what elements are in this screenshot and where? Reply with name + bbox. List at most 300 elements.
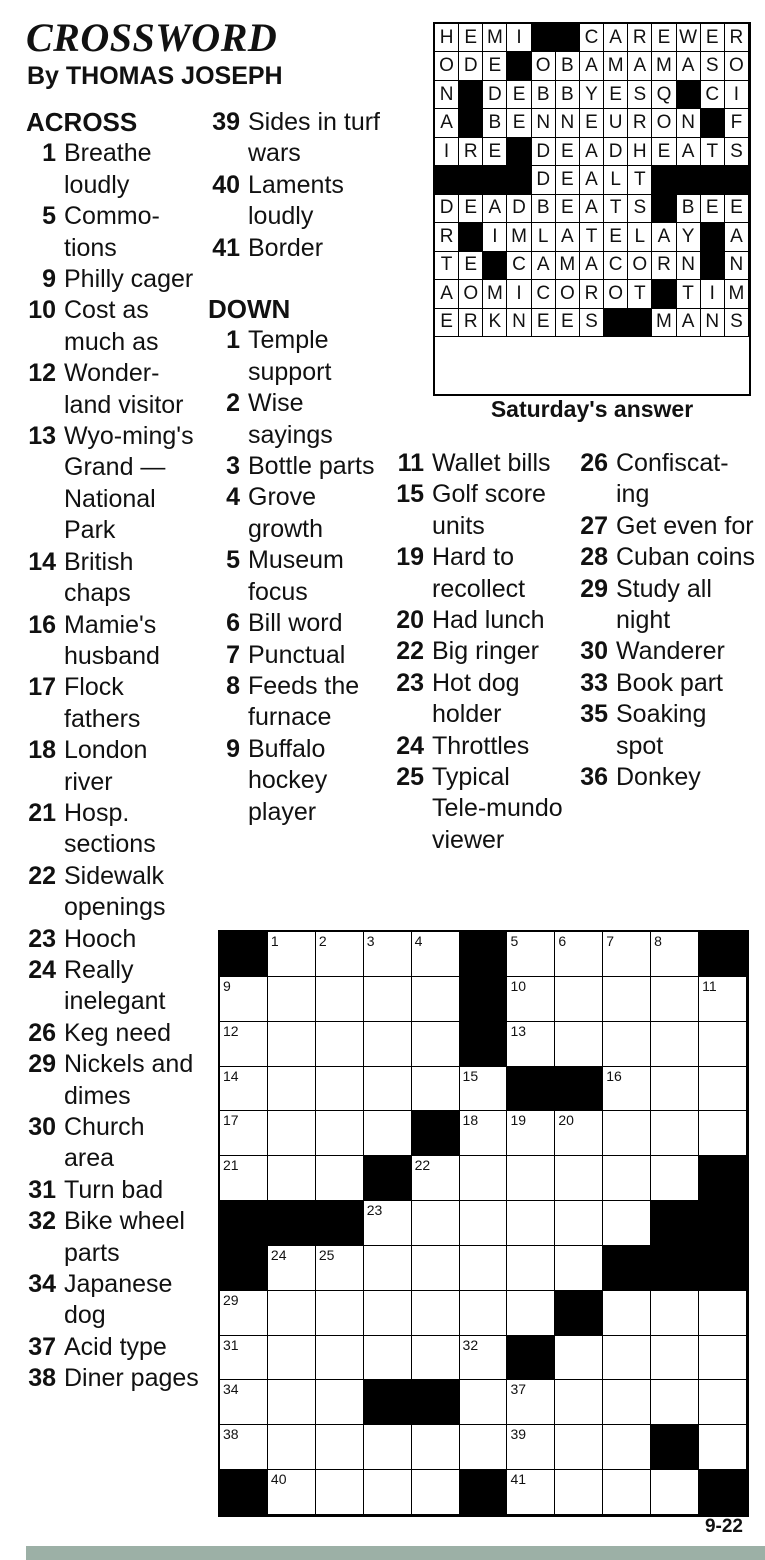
down-clue-30 <box>576 636 756 667</box>
clue-number: 18 <box>28 736 56 765</box>
answer-black-square <box>701 166 725 194</box>
cell-number: 9 <box>223 977 231 994</box>
answer-black-square <box>725 166 749 194</box>
down-clue-2 <box>208 388 383 451</box>
clue-number: 15 <box>396 480 424 509</box>
grid-cell[interactable] <box>460 1156 508 1201</box>
cell-number: 31 <box>223 1336 239 1353</box>
grid-cell[interactable] <box>460 1067 508 1112</box>
answer-cell: E <box>701 195 725 223</box>
answer-cell: E <box>435 309 459 337</box>
black-square <box>220 1470 268 1515</box>
grid-cell[interactable] <box>460 1425 508 1470</box>
black-square <box>220 932 268 977</box>
grid-cell[interactable] <box>699 1111 747 1156</box>
across-clue-14 <box>26 547 201 610</box>
answer-cell: I <box>435 138 459 166</box>
answer-cell: B <box>677 195 701 223</box>
cell-number: 29 <box>223 1291 239 1308</box>
grid-cell[interactable] <box>603 1156 651 1201</box>
black-square <box>364 1156 412 1201</box>
clue-text: Turn bad <box>64 1175 164 1204</box>
answer-cell: D <box>532 138 556 166</box>
across-clue-40 <box>208 170 383 233</box>
grid-cell[interactable] <box>460 1111 508 1156</box>
grid-cell[interactable] <box>316 1067 364 1112</box>
footer-bar <box>26 1546 765 1560</box>
answer-cell: E <box>701 24 725 52</box>
answer-cell: A <box>435 109 459 137</box>
black-square <box>460 1022 508 1067</box>
grid-cell[interactable] <box>268 932 316 977</box>
answer-cell: E <box>532 309 556 337</box>
grid-cell[interactable] <box>603 1111 651 1156</box>
clue-text: Really inelegant <box>64 955 166 1016</box>
clue-text: Soaking spot <box>616 700 707 760</box>
grid-cell[interactable] <box>460 1291 508 1336</box>
grid-cell[interactable] <box>507 977 555 1022</box>
clue-text: Hard to recollect <box>432 543 526 603</box>
grid-cell[interactable] <box>268 1246 316 1291</box>
grid-cell[interactable] <box>651 1336 699 1381</box>
across-clue-26 <box>26 1018 201 1049</box>
black-square <box>460 932 508 977</box>
clue-number: 3 <box>226 452 240 481</box>
grid-cell[interactable] <box>555 932 603 977</box>
grid-cell[interactable] <box>316 977 364 1022</box>
grid-cell[interactable] <box>507 1022 555 1067</box>
grid-cell[interactable] <box>555 1425 603 1470</box>
grid-cell[interactable] <box>364 1291 412 1336</box>
grid-cell[interactable] <box>507 932 555 977</box>
answer-cell: S <box>725 309 749 337</box>
grid-cell[interactable] <box>603 1380 651 1425</box>
across-clue-1 <box>26 138 201 201</box>
grid-cell[interactable] <box>507 1111 555 1156</box>
grid-cell[interactable] <box>603 1201 651 1246</box>
down-clue-6 <box>208 608 383 639</box>
black-square <box>603 1246 651 1291</box>
grid-cell[interactable] <box>555 1156 603 1201</box>
grid-cell[interactable] <box>603 977 651 1022</box>
answer-cell: A <box>556 223 580 251</box>
grid-cell[interactable] <box>555 977 603 1022</box>
answer-cell: O <box>435 52 459 80</box>
grid-cell[interactable] <box>412 1291 460 1336</box>
answer-black-square <box>701 223 725 251</box>
clue-text: Keg need <box>64 1018 172 1047</box>
clue-number: 1 <box>42 139 56 168</box>
cell-number: 2 <box>318 933 327 949</box>
clue-text: Golf score units <box>432 480 546 540</box>
down-clue-25 <box>392 762 567 856</box>
date-code: 9-22 <box>704 1516 743 1537</box>
cell-number: 7 <box>606 933 615 949</box>
answer-cell: E <box>556 309 580 337</box>
grid-cell[interactable] <box>555 1470 603 1515</box>
grid-cell[interactable] <box>364 932 412 977</box>
black-square <box>699 1156 747 1201</box>
black-square <box>651 1201 699 1246</box>
cell-number: 12 <box>223 1022 239 1039</box>
answer-cell: O <box>604 280 628 308</box>
grid-cell[interactable] <box>699 1067 747 1112</box>
grid-cell[interactable] <box>651 1022 699 1067</box>
answer-black-square <box>628 309 652 337</box>
answer-cell: R <box>580 280 604 308</box>
down-clue-11 <box>392 448 567 479</box>
cell-number: 38 <box>223 1426 239 1443</box>
cell-number: 8 <box>654 933 662 949</box>
grid-cell[interactable] <box>412 1425 460 1470</box>
previous-answer-grid <box>433 22 751 396</box>
down-clue-24 <box>392 731 567 762</box>
answer-cell: B <box>532 195 556 223</box>
grid-cell[interactable] <box>651 1111 699 1156</box>
answer-cell: E <box>507 81 531 109</box>
clue-number: 1 <box>226 326 240 355</box>
grid-cell[interactable] <box>651 932 699 977</box>
grid-cell[interactable] <box>507 1470 555 1515</box>
black-square <box>699 1246 747 1291</box>
down-clue-35 <box>576 699 756 762</box>
cell-number: 11 <box>702 977 717 994</box>
cell-number: 19 <box>510 1112 527 1129</box>
grid-cell[interactable] <box>316 1470 364 1515</box>
black-square <box>220 1201 268 1246</box>
answer-black-square <box>677 81 701 109</box>
grid-cell[interactable] <box>699 1336 747 1381</box>
grid-cell[interactable] <box>220 1425 268 1470</box>
answer-cell: A <box>725 223 749 251</box>
clue-text: Typical Tele-mundo viewer <box>432 763 563 854</box>
down-clue-1 <box>208 325 383 388</box>
grid-cell[interactable] <box>220 977 268 1022</box>
answer-cell: M <box>483 280 507 308</box>
clue-text: Feeds the furnace <box>248 671 360 732</box>
across-clue-31 <box>26 1175 201 1206</box>
answer-cell: E <box>604 223 628 251</box>
grid-cell[interactable] <box>316 1425 364 1470</box>
answer-cell: E <box>604 81 628 109</box>
clue-number: 23 <box>396 668 424 697</box>
grid-cell[interactable] <box>651 1291 699 1336</box>
answer-cell: I <box>507 24 531 52</box>
answer-cell: M <box>652 52 676 80</box>
grid-cell[interactable] <box>268 1156 316 1201</box>
grid-cell[interactable] <box>555 1201 603 1246</box>
grid-cell[interactable] <box>507 1425 555 1470</box>
clue-text: Cuban coins <box>616 543 755 572</box>
grid-cell[interactable] <box>268 1336 316 1381</box>
answer-cell: T <box>701 138 725 166</box>
answer-cell: C <box>701 81 725 109</box>
grid-cell[interactable] <box>603 1470 651 1515</box>
black-square <box>220 1246 268 1291</box>
grid-cell[interactable] <box>603 932 651 977</box>
grid-cell[interactable] <box>220 1067 268 1112</box>
clue-text: Bike wheel parts <box>64 1207 185 1267</box>
clue-text: Temple support <box>248 326 332 386</box>
grid-cell[interactable] <box>603 1291 651 1336</box>
grid-cell[interactable] <box>603 1067 651 1112</box>
clue-text: Breathe loudly <box>64 139 152 199</box>
grid-cell[interactable] <box>412 1067 460 1112</box>
clue-number: 28 <box>580 543 608 572</box>
grid-cell[interactable] <box>507 1156 555 1201</box>
clue-text: Mamie's husband <box>64 610 160 670</box>
answer-cell: D <box>507 195 531 223</box>
grid-cell[interactable] <box>316 1111 364 1156</box>
grid-cell[interactable] <box>507 1246 555 1291</box>
answer-black-square <box>483 166 507 194</box>
grid-cell[interactable] <box>699 977 747 1022</box>
grid-cell[interactable] <box>268 1022 316 1067</box>
grid-cell[interactable] <box>220 1022 268 1067</box>
grid-cell[interactable] <box>651 977 699 1022</box>
grid-cell[interactable] <box>555 1380 603 1425</box>
answer-black-square <box>459 166 483 194</box>
clue-column-1 <box>26 107 201 1395</box>
clue-number: 30 <box>28 1113 56 1141</box>
grid-cell[interactable] <box>364 1111 412 1156</box>
grid-cell[interactable] <box>460 1336 508 1381</box>
grid-cell[interactable] <box>699 1425 747 1470</box>
grid-cell[interactable] <box>412 1201 460 1246</box>
answer-cell: S <box>580 309 604 337</box>
grid-cell[interactable] <box>364 1336 412 1381</box>
answer-cell: S <box>628 81 652 109</box>
answer-cell: O <box>652 109 676 137</box>
grid-cell[interactable] <box>412 1336 460 1381</box>
answer-cell: E <box>556 138 580 166</box>
across-clue-32 <box>26 1206 201 1269</box>
grid-cell[interactable] <box>412 1246 460 1291</box>
grid-cell[interactable] <box>507 1291 555 1336</box>
black-square <box>555 1067 603 1112</box>
answer-black-square <box>652 280 676 308</box>
grid-cell[interactable] <box>555 1246 603 1291</box>
grid-cell[interactable] <box>507 1201 555 1246</box>
grid-cell[interactable] <box>268 1380 316 1425</box>
black-square <box>699 1201 747 1246</box>
grid-cell[interactable] <box>699 1022 747 1067</box>
across-clue-24 <box>26 955 201 1018</box>
grid-cell[interactable] <box>460 1201 508 1246</box>
down-heading: DOWN <box>208 294 291 325</box>
answer-black-square <box>459 223 483 251</box>
grid-cell[interactable] <box>364 977 412 1022</box>
clue-text: Study all night <box>616 574 712 635</box>
answer-cell: D <box>459 52 483 80</box>
grid-cell[interactable] <box>316 1246 364 1291</box>
across-clue-21 <box>26 798 201 861</box>
grid-cell[interactable] <box>412 1470 460 1515</box>
grid-cell[interactable] <box>651 1470 699 1515</box>
clue-number: 14 <box>28 547 56 576</box>
clue-text: Grove growth <box>248 483 324 543</box>
black-square <box>507 1067 555 1112</box>
grid-cell[interactable] <box>268 977 316 1022</box>
grid-cell[interactable] <box>460 1246 508 1291</box>
answer-cell: O <box>628 252 652 280</box>
grid-cell[interactable] <box>220 1111 268 1156</box>
clue-number: 27 <box>580 511 608 540</box>
grid-cell[interactable] <box>316 1291 364 1336</box>
grid-cell[interactable] <box>651 1380 699 1425</box>
answer-cell: M <box>556 252 580 280</box>
cell-number: 23 <box>366 1202 383 1219</box>
black-square <box>412 1380 460 1425</box>
grid-cell[interactable] <box>555 1022 603 1067</box>
black-square <box>364 1380 412 1425</box>
clue-text: Big ringer <box>432 637 539 666</box>
answer-cell: T <box>580 223 604 251</box>
grid-cell[interactable] <box>268 1425 316 1470</box>
grid-cell[interactable] <box>316 1336 364 1381</box>
grid-cell[interactable] <box>412 932 460 977</box>
answer-cell: O <box>725 52 749 80</box>
cell-number: 14 <box>223 1067 239 1084</box>
cell-number: 40 <box>270 1471 287 1488</box>
answer-cell: B <box>532 81 556 109</box>
answer-cell: N <box>677 109 701 137</box>
grid-cell[interactable] <box>364 1201 412 1246</box>
grid-cell[interactable] <box>220 1380 268 1425</box>
answer-cell: B <box>483 109 507 137</box>
answer-cell: I <box>483 223 507 251</box>
cell-number: 24 <box>270 1246 287 1263</box>
clue-number: 36 <box>580 763 608 792</box>
grid-cell[interactable] <box>699 1380 747 1425</box>
grid-cell[interactable] <box>268 1470 316 1515</box>
clue-number: 38 <box>28 1364 56 1393</box>
clue-number: 41 <box>212 233 240 262</box>
answer-cell: N <box>556 109 580 137</box>
clue-text: Bill word <box>248 609 343 638</box>
answer-cell: D <box>604 138 628 166</box>
grid-cell[interactable] <box>555 1111 603 1156</box>
grid-cell[interactable] <box>364 1022 412 1067</box>
down-clue-7 <box>208 640 383 671</box>
clue-text: Wallet bills <box>432 449 551 477</box>
answer-cell: K <box>483 309 507 337</box>
answer-cell: N <box>507 309 531 337</box>
grid-cell[interactable] <box>603 1425 651 1470</box>
grid-cell[interactable] <box>220 1291 268 1336</box>
answer-cell: E <box>652 138 676 166</box>
answer-cell: T <box>604 195 628 223</box>
grid-cell[interactable] <box>507 1380 555 1425</box>
grid-cell[interactable] <box>555 1336 603 1381</box>
answer-cell: C <box>532 280 556 308</box>
clue-text: Hooch <box>64 924 137 953</box>
answer-black-square <box>507 166 531 194</box>
grid-cell[interactable] <box>220 1156 268 1201</box>
answer-cell: A <box>677 138 701 166</box>
grid-cell[interactable] <box>651 1156 699 1201</box>
answer-black-square <box>701 252 725 280</box>
answer-black-square <box>459 81 483 109</box>
answer-cell: S <box>701 52 725 80</box>
answer-cell: L <box>532 223 556 251</box>
answer-cell: E <box>483 52 507 80</box>
clue-text: Sides in turf wars <box>248 108 381 168</box>
answer-cell: L <box>628 223 652 251</box>
clue-number: 26 <box>580 449 608 477</box>
answer-cell: I <box>507 280 531 308</box>
grid-cell[interactable] <box>603 1336 651 1381</box>
cell-number: 37 <box>510 1381 527 1398</box>
cell-number: 15 <box>462 1067 479 1084</box>
answer-cell: R <box>459 309 483 337</box>
answer-cell: E <box>652 24 676 52</box>
grid-cell[interactable] <box>220 1336 268 1381</box>
answer-cell: M <box>507 223 531 251</box>
grid-cell[interactable] <box>412 1156 460 1201</box>
across-clue-23 <box>26 924 201 955</box>
clue-number: 25 <box>396 763 424 792</box>
answer-cell: R <box>459 138 483 166</box>
across-clue-13 <box>26 421 201 547</box>
grid-cell[interactable] <box>364 1067 412 1112</box>
grid-cell[interactable] <box>316 1022 364 1067</box>
cell-number: 1 <box>270 933 279 949</box>
answer-cell: R <box>628 109 652 137</box>
grid-cell[interactable] <box>268 1067 316 1112</box>
grid-cell[interactable] <box>412 977 460 1022</box>
clue-number: 23 <box>28 924 56 953</box>
grid-cell[interactable] <box>364 1246 412 1291</box>
clue-number: 21 <box>28 798 56 827</box>
black-square <box>460 1470 508 1515</box>
grid-cell[interactable] <box>460 1380 508 1425</box>
answer-cell: C <box>604 252 628 280</box>
clue-number: 11 <box>397 449 424 477</box>
grid-cell[interactable] <box>364 1425 412 1470</box>
answer-cell: R <box>652 252 676 280</box>
down-clue-22 <box>392 636 567 667</box>
down-clue-15 <box>392 479 567 542</box>
grid-cell[interactable] <box>364 1470 412 1515</box>
clue-text: Get even for <box>616 511 754 540</box>
answer-black-square <box>532 24 556 52</box>
answer-cell: N <box>435 81 459 109</box>
answer-black-square <box>459 109 483 137</box>
grid-cell[interactable] <box>268 1291 316 1336</box>
black-square <box>699 932 747 977</box>
grid-cell[interactable] <box>412 1022 460 1067</box>
answer-cell: O <box>459 280 483 308</box>
clue-column-4 <box>576 448 756 793</box>
across-clue-37 <box>26 1332 201 1363</box>
answer-cell: M <box>652 309 676 337</box>
grid-cell[interactable] <box>316 932 364 977</box>
grid-cell[interactable] <box>268 1111 316 1156</box>
clue-text: Sidewalk openings <box>64 861 166 922</box>
answer-cell: A <box>580 166 604 194</box>
grid-cell[interactable] <box>316 1156 364 1201</box>
grid-cell[interactable] <box>316 1380 364 1425</box>
clue-text: Throttles <box>432 731 530 760</box>
across-heading: ACROSS <box>26 107 138 137</box>
grid-cell[interactable] <box>603 1022 651 1067</box>
clue-number: 12 <box>28 359 56 388</box>
grid-cell[interactable] <box>699 1291 747 1336</box>
grid-cell[interactable] <box>651 1067 699 1112</box>
clue-number: 40 <box>212 170 240 199</box>
answer-cell: A <box>677 309 701 337</box>
